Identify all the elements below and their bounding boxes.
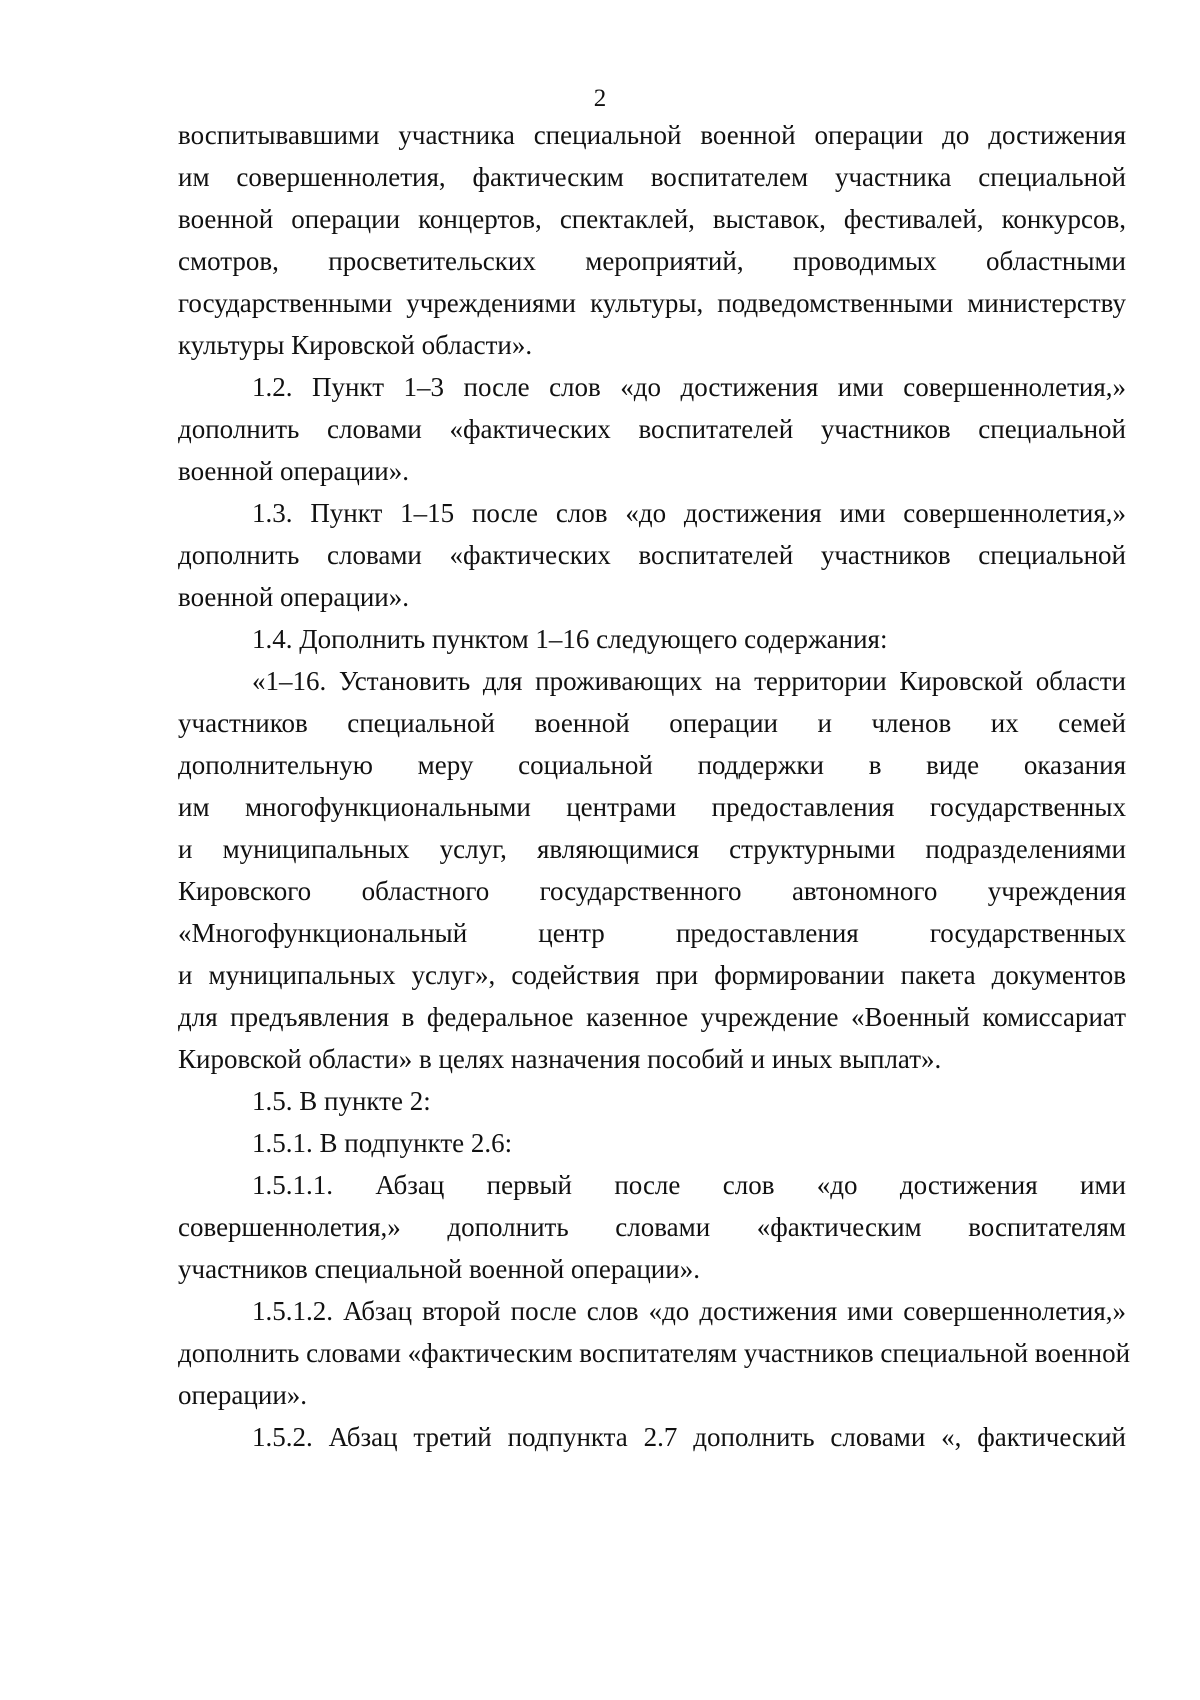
text-line: участников специальной военной операции». <box>178 1254 700 1284</box>
text-line: дополнить словами «фактических воспитателей участников специальной <box>178 540 1126 570</box>
text-line: им многофункциональными центрами предоставления государственных <box>178 792 1126 822</box>
text-line: культуры Кировской области». <box>178 330 533 360</box>
text-line: смотров, просветительских мероприятий, проводимых областными <box>178 246 1126 276</box>
text-line: 1.5.1.2. Абзац второй после слов «до достижения ими совершеннолетия,» <box>252 1296 1126 1326</box>
text-line: и муниципальных услуг, являющимися структурными подразделениями <box>178 834 1126 864</box>
text-line: 1.2. Пункт 1–3 после слов «до достижения ими совершеннолетия,» <box>252 372 1126 402</box>
text-line: 1.5.1.1. Абзац первый после слов «до достижения ими <box>252 1170 1126 1200</box>
text-line: операции». <box>178 1380 308 1410</box>
text-line: 1.5.2. Абзац третий подпункта 2.7 дополнить словами «, фактический <box>252 1422 1126 1452</box>
text-line: военной операции». <box>178 456 409 486</box>
text-line: военной операции». <box>178 582 409 612</box>
text-line: им совершеннолетия, фактическим воспитателем участника специальной <box>178 162 1126 192</box>
text-line: Кировского областного государственного автономного учреждения <box>178 876 1126 906</box>
text-line: дополнить словами «фактических воспитателей участников специальной <box>178 414 1126 444</box>
text-line: «Многофункциональный центр предоставления государственных <box>178 918 1126 948</box>
text-line: государственными учреждениями культуры, подведомственными министерству <box>178 288 1126 318</box>
page-number: 2 <box>593 85 607 112</box>
text-line: «1–16. Установить для проживающих на территории Кировской области <box>252 666 1126 696</box>
text-line: 1.5.1. В подпункте 2.6: <box>252 1128 513 1158</box>
text-line: 1.5. В пункте 2: <box>252 1086 431 1116</box>
text-line: Кировской области» в целях назначения пособий и иных выплат». <box>178 1044 942 1074</box>
text-line: 1.4. Дополнить пунктом 1–16 следующего содержания: <box>252 624 888 654</box>
text-line: 1.3. Пункт 1–15 после слов «до достижения ими совершеннолетия,» <box>252 498 1126 528</box>
text-line: совершеннолетия,» дополнить словами «фактическим воспитателям <box>178 1212 1126 1242</box>
text-line: военной операции концертов, спектаклей, выставок, фестивалей, конкурсов, <box>178 204 1126 234</box>
text-line: участников специальной военной операции и членов их семей <box>178 708 1126 738</box>
text-line: дополнить словами «фактическим воспитателям участников специальной военной <box>178 1338 1131 1368</box>
text-line: воспитывавшими участника специальной военной операции до достижения <box>178 120 1126 150</box>
text-line: для предъявления в федеральное казенное учреждение «Военный комиссариат <box>178 1002 1126 1032</box>
text-line: дополнительную меру социальной поддержки в виде оказания <box>178 750 1126 780</box>
text-line: и муниципальных услуг», содействия при формировании пакета документов <box>178 960 1126 990</box>
